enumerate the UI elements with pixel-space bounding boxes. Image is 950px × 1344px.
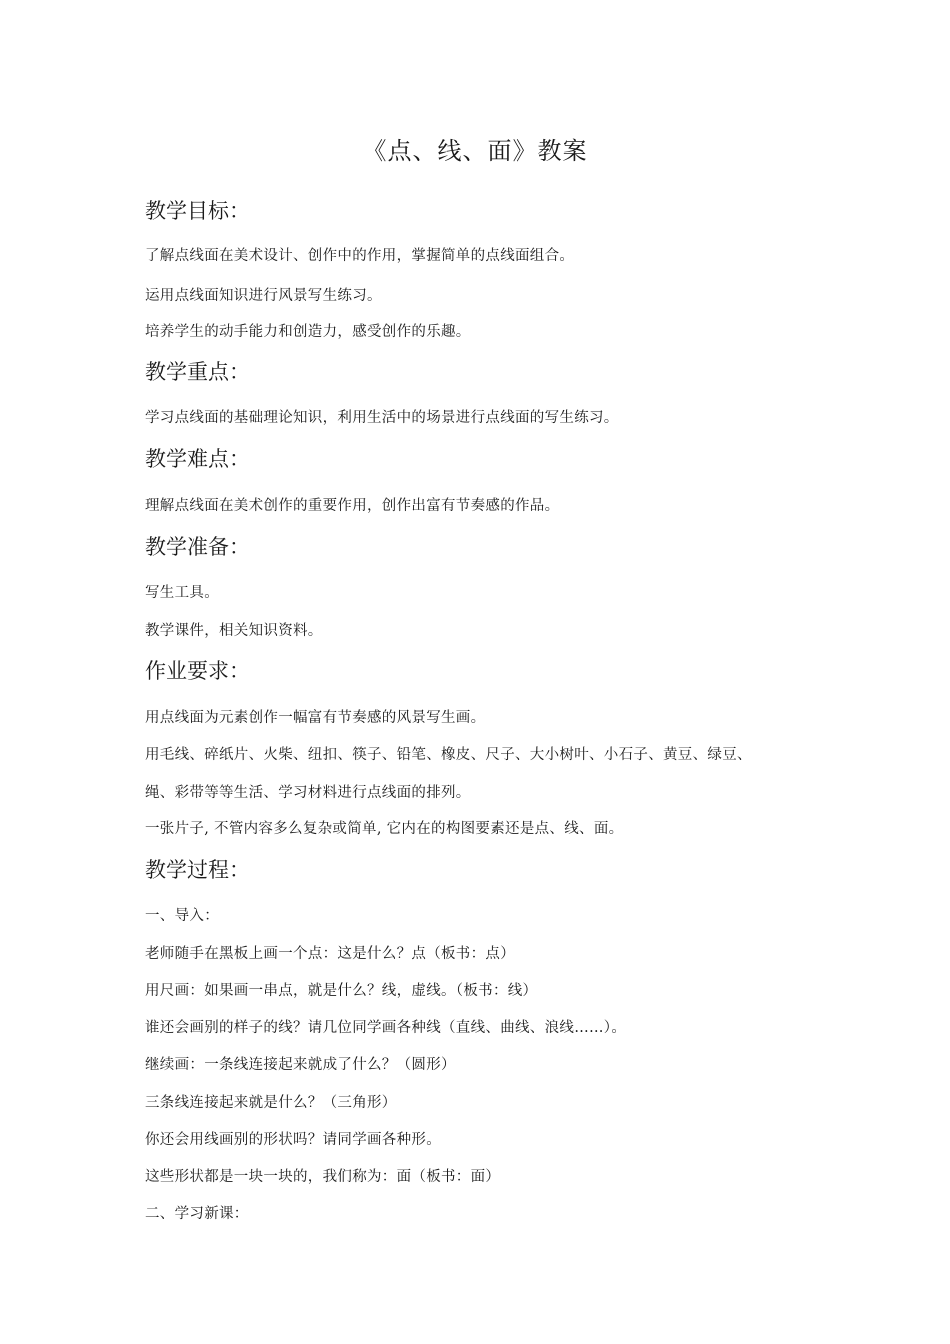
process-line-4: 谁还会画别的样子的线？请几位同学画各种线（直线、曲线、浪线……）。 xyxy=(145,1020,627,1036)
homework-line-1: 用点线面为元素创作一幅富有节奏感的风景写生画。 xyxy=(145,710,486,726)
section-heading-homework: 作业要求： xyxy=(145,659,250,683)
process-line-7: 你还会用线画别的形状吗？请同学画各种形。 xyxy=(145,1132,441,1148)
section-heading-key-points: 教学重点： xyxy=(145,360,250,384)
difficulties-line-1: 理解点线面在美术创作的重要作用，创作出富有节奏感的作品。 xyxy=(145,498,560,514)
process-line-3: 用尺画：如果画一串点，就是什么？线，虚线。（板书：线） xyxy=(145,983,538,999)
homework-line-2: 用毛线、碎纸片、火柴、纽扣、筷子、铅笔、橡皮、尺子、大小树叶、小石子、黄豆、绿豆、 xyxy=(145,747,752,763)
preparation-line-1: 写生工具。 xyxy=(145,585,219,601)
section-heading-preparation: 教学准备： xyxy=(145,535,250,559)
objectives-line-3: 培养学生的动手能力和创造力，感受创作的乐趣。 xyxy=(145,324,471,340)
document-title: 《点、线、面》教案 xyxy=(362,137,588,165)
objectives-line-2: 运用点线面知识进行风景写生练习。 xyxy=(145,288,382,304)
process-line-6: 三条线连接起来就是什么？（三角形） xyxy=(145,1095,397,1111)
process-line-2: 老师随手在黑板上画一个点：这是什么？点（板书：点） xyxy=(145,946,515,962)
process-line-8: 这些形状都是一块一块的，我们称为：面（板书：面） xyxy=(145,1169,501,1185)
homework-line-4: 一张片子, 不管内容多么复杂或简单, 它内在的构图要素还是点、线、面。 xyxy=(145,821,624,837)
section-heading-difficulties: 教学难点： xyxy=(145,447,250,471)
key-points-line-1: 学习点线面的基础理论知识，利用生活中的场景进行点线面的写生练习。 xyxy=(145,410,619,426)
process-line-1: 一、导入： xyxy=(145,908,219,924)
process-line-5: 继续画：一条线连接起来就成了什么？（圆形） xyxy=(145,1057,456,1073)
section-heading-objectives: 教学目标： xyxy=(145,199,250,223)
objectives-line-1: 了解点线面在美术设计、创作中的作用，掌握简单的点线面组合。 xyxy=(145,248,575,264)
preparation-line-2: 教学课件，相关知识资料。 xyxy=(145,623,323,639)
section-heading-process: 教学过程： xyxy=(145,858,250,882)
homework-line-3: 绳、彩带等等生活、学习材料进行点线面的排列。 xyxy=(145,785,471,801)
process-line-9: 二、学习新课： xyxy=(145,1206,249,1222)
